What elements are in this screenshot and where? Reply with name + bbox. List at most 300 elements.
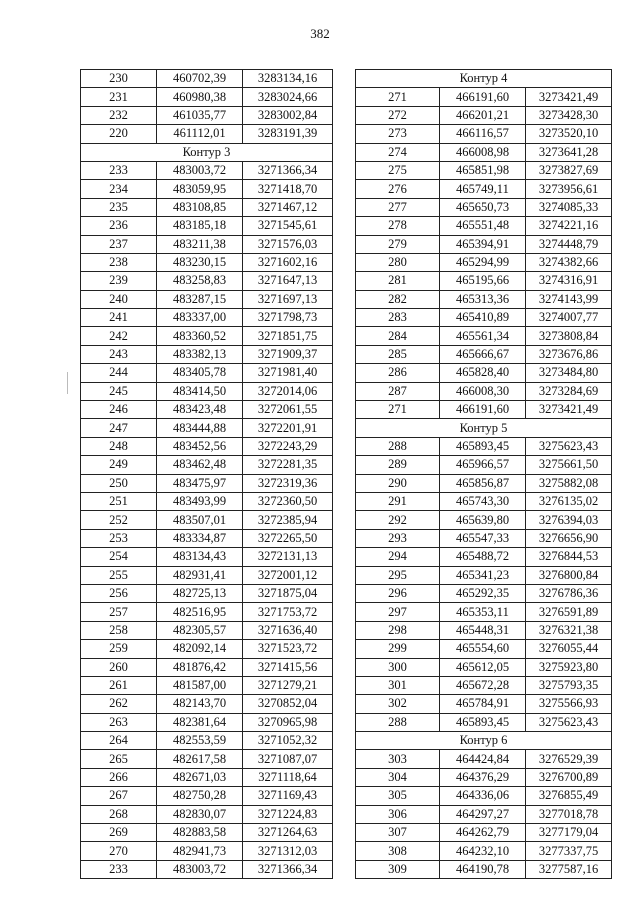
y-coordinate-cell: 3273956,61: [526, 180, 612, 198]
x-coordinate-cell: 482092,14: [157, 640, 243, 658]
table-row: [81, 272, 333, 290]
y-coordinate-cell: 3273808,84: [526, 327, 612, 345]
y-coordinate-cell: 3273421,49: [526, 88, 612, 106]
x-coordinate-cell: 460702,39: [157, 70, 243, 88]
y-coordinate-cell: 3275793,35: [526, 676, 612, 694]
y-coordinate-cell: 3271576,03: [243, 235, 333, 253]
y-coordinate-cell: 3271052,32: [243, 732, 333, 750]
x-coordinate-cell: 482725,13: [157, 584, 243, 602]
y-coordinate-cell: 3272131,13: [243, 548, 333, 566]
table-row: [356, 713, 612, 731]
y-coordinate-cell: 3274085,33: [526, 198, 612, 216]
point-number-cell: 295: [356, 566, 440, 584]
y-coordinate-cell: 3275623,43: [526, 713, 612, 731]
y-coordinate-cell: 3276844,53: [526, 548, 612, 566]
x-coordinate-cell: 483452,56: [157, 437, 243, 455]
x-coordinate-cell: 465851,98: [440, 161, 526, 179]
table-row: [356, 566, 612, 584]
table-row: [81, 217, 333, 235]
y-coordinate-cell: 3277337,75: [526, 842, 612, 860]
y-coordinate-cell: 3283024,66: [243, 88, 333, 106]
point-number-cell: 301: [356, 676, 440, 694]
x-coordinate-cell: 483185,18: [157, 217, 243, 235]
x-coordinate-cell: 465743,30: [440, 492, 526, 510]
y-coordinate-cell: 3271545,61: [243, 217, 333, 235]
point-number-cell: 267: [81, 787, 157, 805]
x-coordinate-cell: 465341,23: [440, 566, 526, 584]
x-coordinate-cell: 460980,38: [157, 88, 243, 106]
point-number-cell: 273: [356, 125, 440, 143]
point-number-cell: 292: [356, 511, 440, 529]
table-row: [81, 309, 333, 327]
point-number-cell: 262: [81, 695, 157, 713]
point-number-cell: 258: [81, 621, 157, 639]
point-number-cell: 271: [356, 88, 440, 106]
point-number-cell: 268: [81, 805, 157, 823]
point-number-cell: 298: [356, 621, 440, 639]
point-number-cell: 259: [81, 640, 157, 658]
point-number-cell: 235: [81, 198, 157, 216]
x-coordinate-cell: 483134,43: [157, 548, 243, 566]
point-number-cell: 251: [81, 492, 157, 510]
y-coordinate-cell: 3271602,16: [243, 253, 333, 271]
x-coordinate-cell: 483211,38: [157, 235, 243, 253]
point-number-cell: 264: [81, 732, 157, 750]
margin-mark: [67, 372, 68, 394]
y-coordinate-cell: 3276656,90: [526, 529, 612, 547]
page-number: 382: [310, 26, 330, 41]
y-coordinate-cell: 3274007,77: [526, 309, 612, 327]
point-number-cell: 254: [81, 548, 157, 566]
point-number-cell: 220: [81, 125, 157, 143]
point-number-cell: 290: [356, 474, 440, 492]
point-number-cell: 248: [81, 437, 157, 455]
point-number-cell: 297: [356, 603, 440, 621]
x-coordinate-cell: 483360,52: [157, 327, 243, 345]
x-coordinate-cell: 482143,70: [157, 695, 243, 713]
table-row: [81, 364, 333, 382]
y-coordinate-cell: 3276321,38: [526, 621, 612, 639]
table-row: [81, 456, 333, 474]
y-coordinate-cell: 3283191,39: [243, 125, 333, 143]
table-row: [356, 676, 612, 694]
point-number-cell: 232: [81, 106, 157, 124]
point-number-cell: 242: [81, 327, 157, 345]
table-row: [356, 695, 612, 713]
point-number-cell: 304: [356, 768, 440, 786]
contour-heading: Контур 6: [356, 732, 612, 750]
point-number-cell: 280: [356, 253, 440, 271]
table-row: [356, 180, 612, 198]
x-coordinate-cell: 483334,87: [157, 529, 243, 547]
table-row: [81, 603, 333, 621]
y-coordinate-cell: 3274382,66: [526, 253, 612, 271]
table-row: [356, 768, 612, 786]
point-number-cell: 296: [356, 584, 440, 602]
y-coordinate-cell: 3283134,16: [243, 70, 333, 88]
table-row: [81, 713, 333, 731]
y-coordinate-cell: 3271312,03: [243, 842, 333, 860]
point-number-cell: 246: [81, 401, 157, 419]
table-row: [81, 345, 333, 363]
table-row: [81, 566, 333, 584]
y-coordinate-cell: 3271224,83: [243, 805, 333, 823]
point-number-cell: 294: [356, 548, 440, 566]
table-row: [81, 180, 333, 198]
table-row: [356, 290, 612, 308]
y-coordinate-cell: 3271415,56: [243, 658, 333, 676]
table-row: [356, 658, 612, 676]
point-number-cell: 249: [81, 456, 157, 474]
point-number-cell: 236: [81, 217, 157, 235]
table-row: [356, 787, 612, 805]
point-number-cell: 293: [356, 529, 440, 547]
point-number-cell: 237: [81, 235, 157, 253]
y-coordinate-cell: 3275882,08: [526, 474, 612, 492]
point-number-cell: 257: [81, 603, 157, 621]
table-row: [81, 732, 333, 750]
y-coordinate-cell: 3274316,91: [526, 272, 612, 290]
table-row: [356, 750, 612, 768]
table-row: [356, 272, 612, 290]
table-row: [356, 401, 612, 419]
contour-heading-row: [356, 732, 612, 750]
x-coordinate-cell: 483337,00: [157, 309, 243, 327]
point-number-cell: 244: [81, 364, 157, 382]
y-coordinate-cell: 3276700,89: [526, 768, 612, 786]
contour-heading: Контур 5: [356, 419, 612, 437]
x-coordinate-cell: 481876,42: [157, 658, 243, 676]
x-coordinate-cell: 482381,64: [157, 713, 243, 731]
y-coordinate-cell: 3275661,50: [526, 456, 612, 474]
point-number-cell: 233: [81, 860, 157, 878]
x-coordinate-cell: 465294,99: [440, 253, 526, 271]
x-coordinate-cell: 483405,78: [157, 364, 243, 382]
table-row: [81, 676, 333, 694]
y-coordinate-cell: 3274143,99: [526, 290, 612, 308]
x-coordinate-cell: 465893,45: [440, 713, 526, 731]
table-row: [356, 198, 612, 216]
point-number-cell: 302: [356, 695, 440, 713]
x-coordinate-cell: 466201,21: [440, 106, 526, 124]
x-coordinate-cell: 483382,13: [157, 345, 243, 363]
table-row: [81, 125, 333, 143]
table-row: [356, 253, 612, 271]
y-coordinate-cell: 3271169,43: [243, 787, 333, 805]
table-row: [81, 290, 333, 308]
x-coordinate-cell: 465410,89: [440, 309, 526, 327]
y-coordinate-cell: 3271875,04: [243, 584, 333, 602]
point-number-cell: 263: [81, 713, 157, 731]
y-coordinate-cell: 3272360,50: [243, 492, 333, 510]
y-coordinate-cell: 3271636,40: [243, 621, 333, 639]
point-number-cell: 275: [356, 161, 440, 179]
y-coordinate-cell: 3271981,40: [243, 364, 333, 382]
table-row: [81, 401, 333, 419]
table-row: [81, 584, 333, 602]
coordinates-table-right: [355, 69, 612, 879]
x-coordinate-cell: 464297,27: [440, 805, 526, 823]
y-coordinate-cell: 3271523,72: [243, 640, 333, 658]
table-row: [356, 235, 612, 253]
point-number-cell: 243: [81, 345, 157, 363]
table-row: [356, 640, 612, 658]
table-row: [356, 842, 612, 860]
x-coordinate-cell: 465561,34: [440, 327, 526, 345]
y-coordinate-cell: 3271366,34: [243, 161, 333, 179]
table-row: [356, 584, 612, 602]
table-row: [356, 217, 612, 235]
table-row: [81, 474, 333, 492]
y-coordinate-cell: 3271366,34: [243, 860, 333, 878]
y-coordinate-cell: 3275623,43: [526, 437, 612, 455]
table-row: [81, 695, 333, 713]
table-row: [356, 106, 612, 124]
y-coordinate-cell: 3272201,91: [243, 419, 333, 437]
point-number-cell: 289: [356, 456, 440, 474]
table-row: [81, 419, 333, 437]
x-coordinate-cell: 483059,95: [157, 180, 243, 198]
contour-heading: Контур 4: [356, 70, 612, 88]
x-coordinate-cell: 465448,31: [440, 621, 526, 639]
point-number-cell: 272: [356, 106, 440, 124]
x-coordinate-cell: 466191,60: [440, 401, 526, 419]
x-coordinate-cell: 464376,29: [440, 768, 526, 786]
x-coordinate-cell: 483493,99: [157, 492, 243, 510]
point-number-cell: 276: [356, 180, 440, 198]
table-row: [356, 529, 612, 547]
x-coordinate-cell: 482671,03: [157, 768, 243, 786]
y-coordinate-cell: 3276786,36: [526, 584, 612, 602]
y-coordinate-cell: 3273676,86: [526, 345, 612, 363]
contour-heading-row: [356, 419, 612, 437]
y-coordinate-cell: 3272281,35: [243, 456, 333, 474]
x-coordinate-cell: 464262,79: [440, 824, 526, 842]
point-number-cell: 238: [81, 253, 157, 271]
point-number-cell: 284: [356, 327, 440, 345]
contour-heading-row: [356, 70, 612, 88]
point-number-cell: 265: [81, 750, 157, 768]
table-row: [356, 437, 612, 455]
point-number-cell: 282: [356, 290, 440, 308]
point-number-cell: 240: [81, 290, 157, 308]
table-row: [356, 309, 612, 327]
point-number-cell: 279: [356, 235, 440, 253]
table-row: [81, 492, 333, 510]
x-coordinate-cell: 465650,73: [440, 198, 526, 216]
x-coordinate-cell: 465195,66: [440, 272, 526, 290]
table-row: [81, 253, 333, 271]
y-coordinate-cell: 3272385,94: [243, 511, 333, 529]
table-row: [81, 327, 333, 345]
y-coordinate-cell: 3273284,69: [526, 382, 612, 400]
y-coordinate-cell: 3273641,28: [526, 143, 612, 161]
x-coordinate-cell: 464424,84: [440, 750, 526, 768]
x-coordinate-cell: 461035,77: [157, 106, 243, 124]
point-number-cell: 309: [356, 860, 440, 878]
x-coordinate-cell: 466008,98: [440, 143, 526, 161]
contour-heading-row: [81, 143, 333, 161]
x-coordinate-cell: 483423,48: [157, 401, 243, 419]
point-number-cell: 281: [356, 272, 440, 290]
x-coordinate-cell: 465639,80: [440, 511, 526, 529]
y-coordinate-cell: 3271851,75: [243, 327, 333, 345]
x-coordinate-cell: 465353,11: [440, 603, 526, 621]
point-number-cell: 250: [81, 474, 157, 492]
x-coordinate-cell: 481587,00: [157, 676, 243, 694]
point-number-cell: 241: [81, 309, 157, 327]
table-row: [356, 492, 612, 510]
y-coordinate-cell: 3276529,39: [526, 750, 612, 768]
table-row: [81, 437, 333, 455]
table-row: [356, 456, 612, 474]
x-coordinate-cell: 482516,95: [157, 603, 243, 621]
x-coordinate-cell: 482553,59: [157, 732, 243, 750]
y-coordinate-cell: 3273827,69: [526, 161, 612, 179]
y-coordinate-cell: 3275923,80: [526, 658, 612, 676]
point-number-cell: 274: [356, 143, 440, 161]
table-row: [356, 345, 612, 363]
point-number-cell: 285: [356, 345, 440, 363]
point-number-cell: 252: [81, 511, 157, 529]
point-number-cell: 247: [81, 419, 157, 437]
point-number-cell: 291: [356, 492, 440, 510]
table-row: [81, 198, 333, 216]
x-coordinate-cell: 465672,28: [440, 676, 526, 694]
y-coordinate-cell: 3283002,84: [243, 106, 333, 124]
table-row: [81, 161, 333, 179]
table-row: [356, 125, 612, 143]
x-coordinate-cell: 466008,30: [440, 382, 526, 400]
table-row: [356, 382, 612, 400]
table-row: [81, 860, 333, 878]
y-coordinate-cell: 3276855,49: [526, 787, 612, 805]
x-coordinate-cell: 483444,88: [157, 419, 243, 437]
point-number-cell: 270: [81, 842, 157, 860]
table-row: [81, 640, 333, 658]
point-number-cell: 245: [81, 382, 157, 400]
y-coordinate-cell: 3271467,12: [243, 198, 333, 216]
y-coordinate-cell: 3276800,84: [526, 566, 612, 584]
table-row: [81, 88, 333, 106]
point-number-cell: 283: [356, 309, 440, 327]
x-coordinate-cell: 483230,15: [157, 253, 243, 271]
point-number-cell: 230: [81, 70, 157, 88]
x-coordinate-cell: 482883,58: [157, 824, 243, 842]
y-coordinate-cell: 3273484,80: [526, 364, 612, 382]
y-coordinate-cell: 3272319,36: [243, 474, 333, 492]
y-coordinate-cell: 3271647,13: [243, 272, 333, 290]
table-row: [81, 787, 333, 805]
y-coordinate-cell: 3271909,37: [243, 345, 333, 363]
point-number-cell: 231: [81, 88, 157, 106]
point-number-cell: 287: [356, 382, 440, 400]
x-coordinate-cell: 465488,72: [440, 548, 526, 566]
table-row: [81, 511, 333, 529]
x-coordinate-cell: 465292,35: [440, 584, 526, 602]
x-coordinate-cell: 464232,10: [440, 842, 526, 860]
point-number-cell: 260: [81, 658, 157, 676]
x-coordinate-cell: 465856,87: [440, 474, 526, 492]
point-number-cell: 278: [356, 217, 440, 235]
point-number-cell: 234: [81, 180, 157, 198]
x-coordinate-cell: 483003,72: [157, 161, 243, 179]
point-number-cell: 253: [81, 529, 157, 547]
y-coordinate-cell: 3271279,21: [243, 676, 333, 694]
table-row: [356, 364, 612, 382]
x-coordinate-cell: 483108,85: [157, 198, 243, 216]
point-number-cell: 300: [356, 658, 440, 676]
point-number-cell: 239: [81, 272, 157, 290]
point-number-cell: 306: [356, 805, 440, 823]
table-row: [356, 805, 612, 823]
y-coordinate-cell: 3274221,16: [526, 217, 612, 235]
x-coordinate-cell: 482941,73: [157, 842, 243, 860]
point-number-cell: 255: [81, 566, 157, 584]
x-coordinate-cell: 465966,57: [440, 456, 526, 474]
x-coordinate-cell: 465749,11: [440, 180, 526, 198]
table-row: [81, 805, 333, 823]
y-coordinate-cell: 3271264,63: [243, 824, 333, 842]
y-coordinate-cell: 3271798,73: [243, 309, 333, 327]
point-number-cell: 233: [81, 161, 157, 179]
point-number-cell: 305: [356, 787, 440, 805]
table-row: [81, 750, 333, 768]
y-coordinate-cell: 3272265,50: [243, 529, 333, 547]
y-coordinate-cell: 3276135,02: [526, 492, 612, 510]
table-row: [356, 161, 612, 179]
table-row: [356, 327, 612, 345]
x-coordinate-cell: 465394,91: [440, 235, 526, 253]
y-coordinate-cell: 3274448,79: [526, 235, 612, 253]
contour-heading: Контур 3: [81, 143, 333, 161]
point-number-cell: 271: [356, 401, 440, 419]
x-coordinate-cell: 483287,15: [157, 290, 243, 308]
y-coordinate-cell: 3272243,29: [243, 437, 333, 455]
table-row: [356, 143, 612, 161]
table-row: [81, 768, 333, 786]
y-coordinate-cell: 3270965,98: [243, 713, 333, 731]
point-number-cell: 269: [81, 824, 157, 842]
point-number-cell: 277: [356, 198, 440, 216]
table-row: [81, 621, 333, 639]
x-coordinate-cell: 465551,48: [440, 217, 526, 235]
point-number-cell: 303: [356, 750, 440, 768]
x-coordinate-cell: 482931,41: [157, 566, 243, 584]
point-number-cell: 299: [356, 640, 440, 658]
x-coordinate-cell: 483414,50: [157, 382, 243, 400]
x-coordinate-cell: 461112,01: [157, 125, 243, 143]
table-row: [356, 511, 612, 529]
x-coordinate-cell: 483507,01: [157, 511, 243, 529]
table-row: [81, 658, 333, 676]
x-coordinate-cell: 465313,36: [440, 290, 526, 308]
y-coordinate-cell: 3270852,04: [243, 695, 333, 713]
table-row: [356, 621, 612, 639]
point-number-cell: 288: [356, 713, 440, 731]
x-coordinate-cell: 465554,60: [440, 640, 526, 658]
y-coordinate-cell: 3277018,78: [526, 805, 612, 823]
y-coordinate-cell: 3275566,93: [526, 695, 612, 713]
point-number-cell: 307: [356, 824, 440, 842]
x-coordinate-cell: 466191,60: [440, 88, 526, 106]
x-coordinate-cell: 465666,67: [440, 345, 526, 363]
x-coordinate-cell: 482305,57: [157, 621, 243, 639]
x-coordinate-cell: 465828,40: [440, 364, 526, 382]
x-coordinate-cell: 482750,28: [157, 787, 243, 805]
coordinates-table-left: [80, 69, 333, 879]
y-coordinate-cell: 3277587,16: [526, 860, 612, 878]
